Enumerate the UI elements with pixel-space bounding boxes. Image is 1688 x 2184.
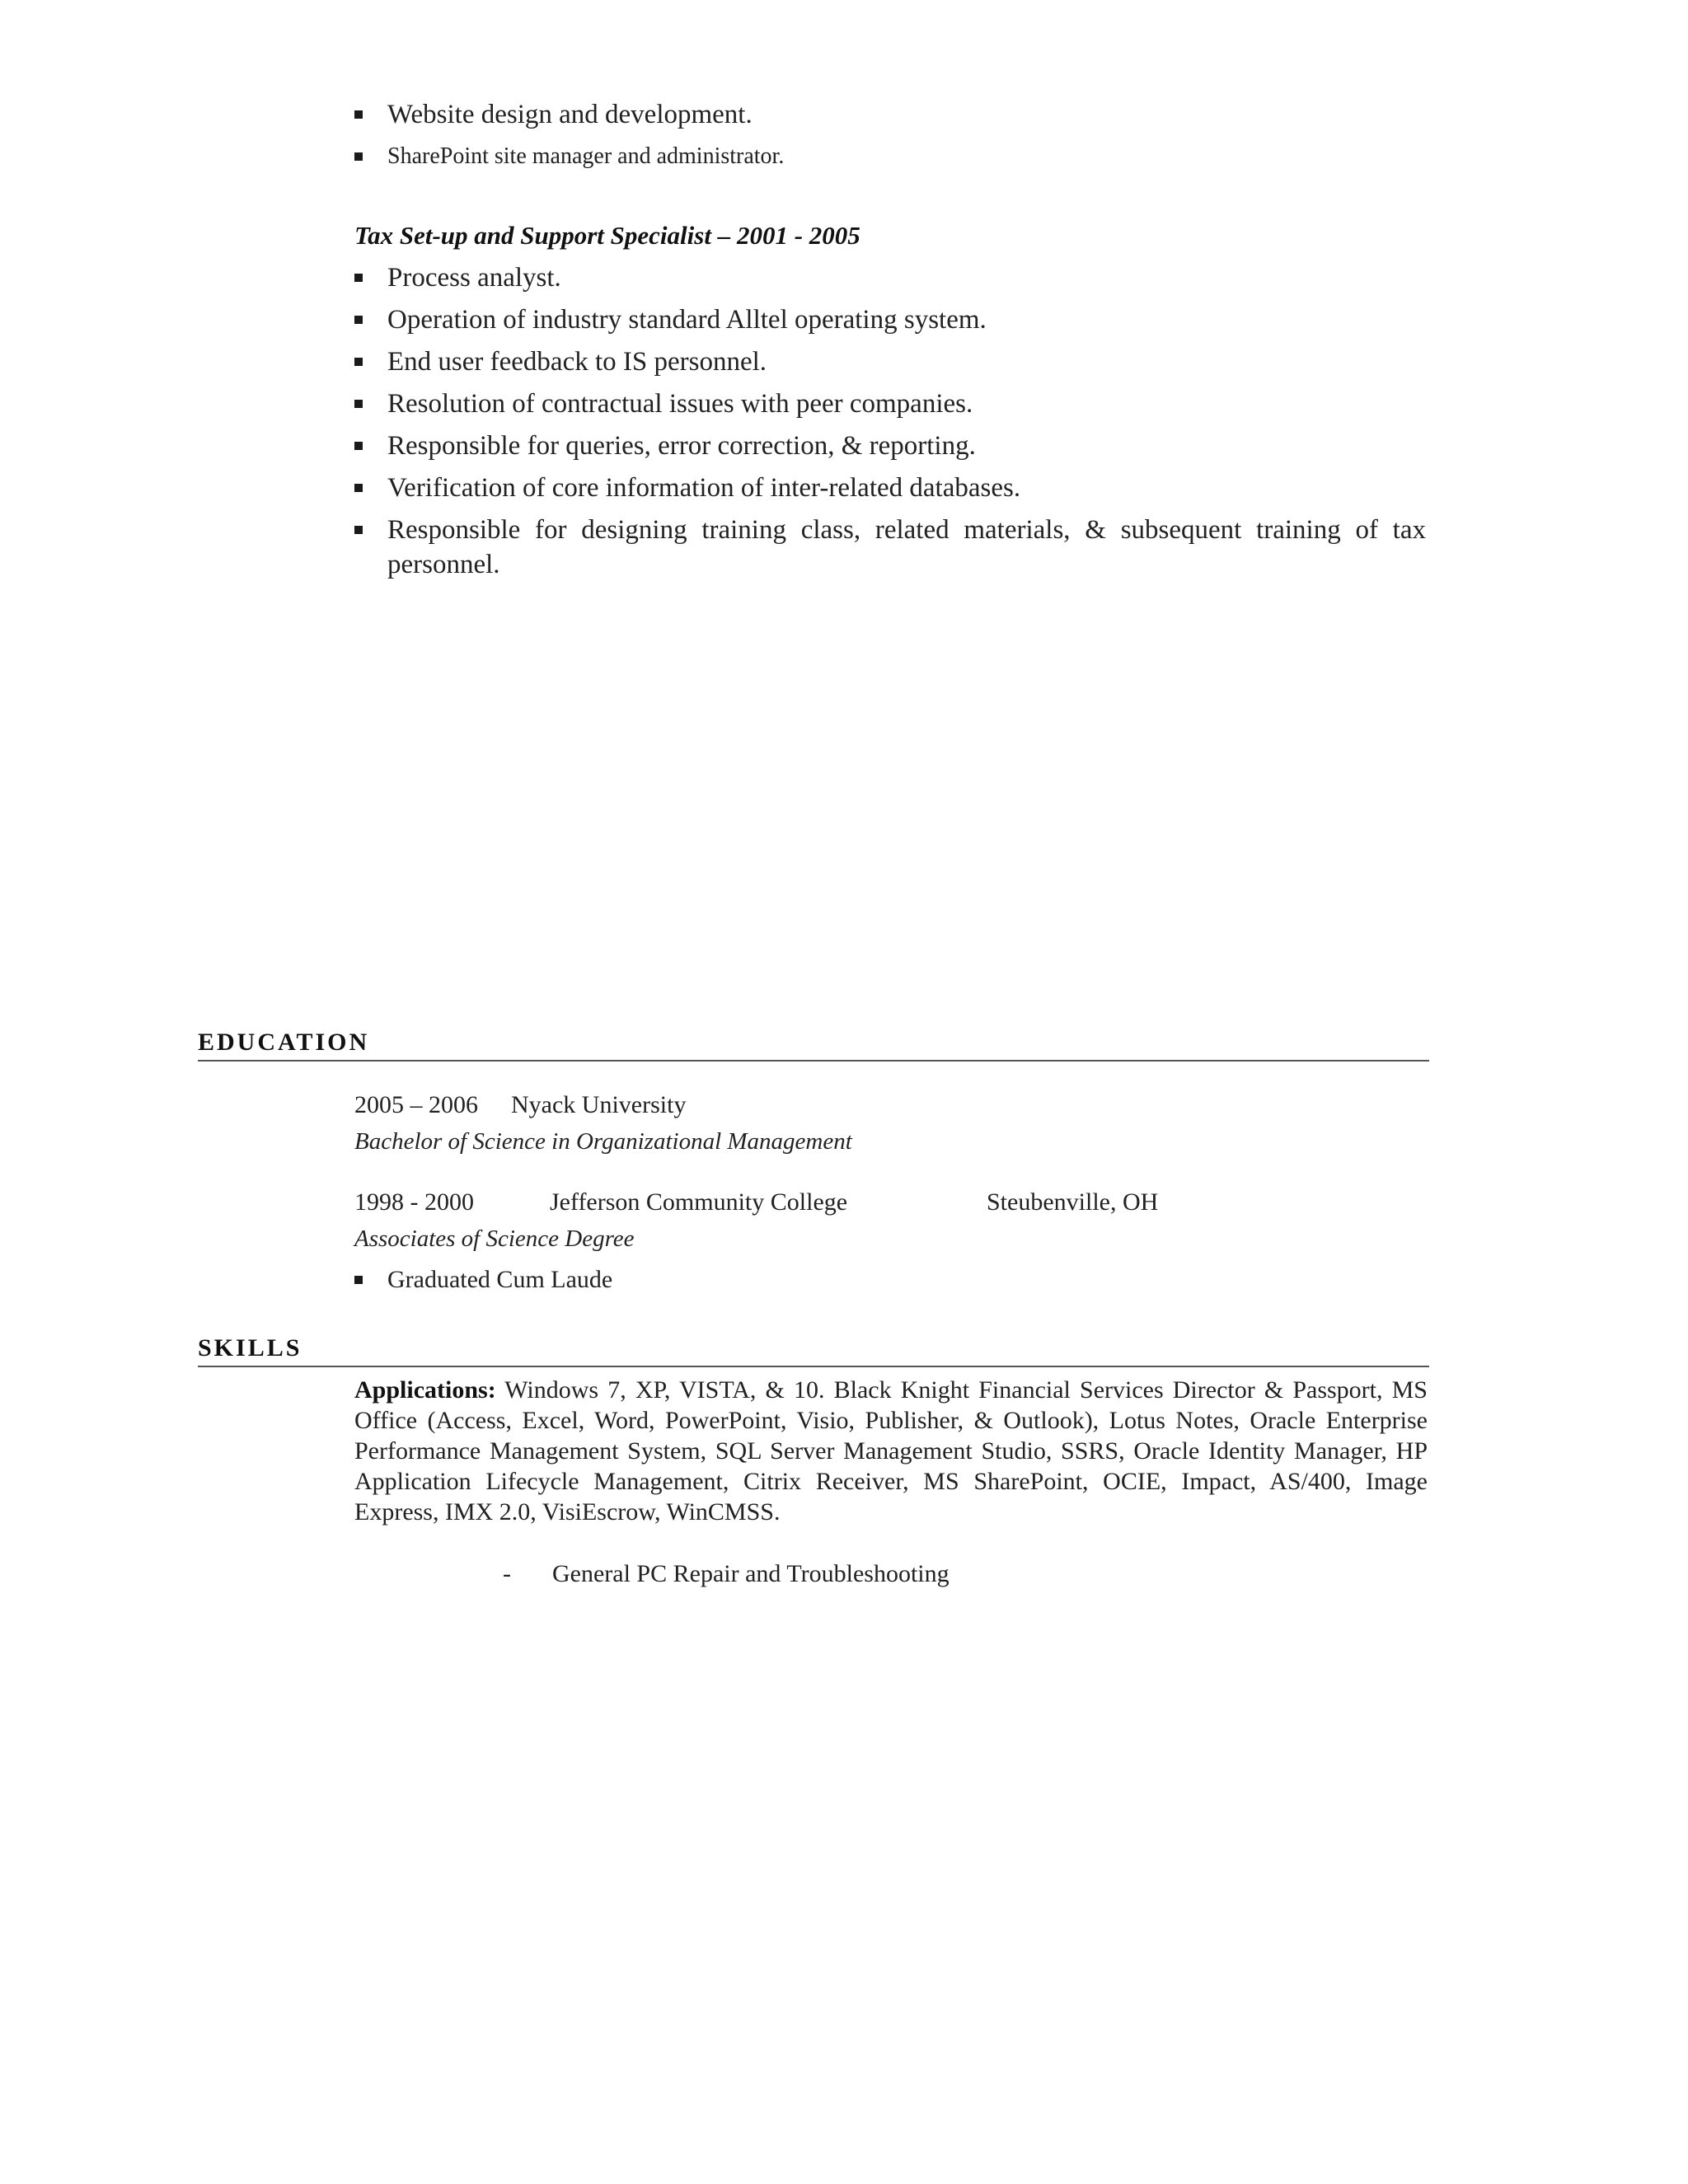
list-item [354,260,1426,295]
skills-heading: SKILLS [198,1334,1429,1367]
education-school: Jefferson Community College [550,1188,848,1216]
education-entry-nyack [354,1091,686,1119]
bullet-square-icon [354,274,363,282]
list-item-text: Verification of core information of inter-related databases. [387,473,1021,503]
list-item-text: Process analyst. [387,263,561,293]
job-duties-list [354,260,1426,589]
dash-marker: - [503,1560,511,1587]
bullet-square-icon [354,1276,363,1284]
list-item-text: Resolution of contractual issues with peer companies. [387,389,973,419]
education-degree: Associates of Science Degree [354,1226,635,1252]
list-item-text: Website design and development. [387,100,753,129]
list-item [354,1263,612,1297]
dash-item-text: General PC Repair and Troubleshooting [552,1560,950,1587]
list-item [354,344,1426,379]
skills-dash-item [503,1560,950,1588]
list-item-text: Responsible for queries, error correction, & reporting. [387,431,976,461]
job-title: Tax Set-up and Support Specialist – 2001 - 2005 [354,221,860,250]
list-item-text: End user feedback to IS personnel. [387,347,767,377]
list-item [354,471,1426,505]
list-item [354,97,1426,139]
bullet-square-icon [354,110,363,119]
bullet-square-icon [354,526,363,534]
bullet-square-icon [354,484,363,492]
list-item [354,387,1426,421]
education-location: Steubenville, OH [987,1188,1159,1216]
bullet-square-icon [354,316,363,324]
education-honors-list [354,1263,612,1297]
list-item-text: Graduated Cum Laude [387,1266,613,1293]
bullet-square-icon [354,152,363,161]
education-heading: EDUCATION [198,1029,1429,1062]
bullet-square-icon [354,358,363,366]
list-item [354,513,1426,582]
education-entry-jefferson [354,1188,1158,1216]
education-degree: Bachelor of Science in Organizational Management [354,1128,852,1155]
skills-text: Windows 7, XP, VISTA, & 10. Black Knight Financial Services Director & Passport, MS Office (Access, Excel, Word, PowerPoint, Visio, Publisher, & Outlook), Lotus Notes, Oracle Enterprise Performance Management System, SQL Server Management Studio, SSRS, Oracle Identity Manager, HP Application Lifecycle Management, Citrix Receiver, MS SharePoint, OCIE, Impact, AS/400, Image Express, IMX 2.0, VisiEscrow, WinCMSS. [354,1376,1428,1526]
prior-duties-list [354,97,1426,181]
list-item-text: Responsible for designing training class, related materials, & subsequent training of tax personnel. [387,515,1426,579]
list-item-text: SharePoint site manager and administrator. [387,143,785,169]
skills-label: Applications: [354,1376,496,1404]
list-item-text: Operation of industry standard Alltel operating system. [387,305,987,335]
education-school: Nyack University [511,1091,687,1118]
list-item [354,429,1426,463]
bullet-square-icon [354,442,363,450]
education-years: 1998 - 2000 [354,1188,474,1216]
list-item [354,302,1426,337]
skills-applications [354,1375,1428,1527]
list-item [354,139,1426,181]
education-years: 2005 – 2006 [354,1091,478,1118]
bullet-square-icon [354,400,363,408]
